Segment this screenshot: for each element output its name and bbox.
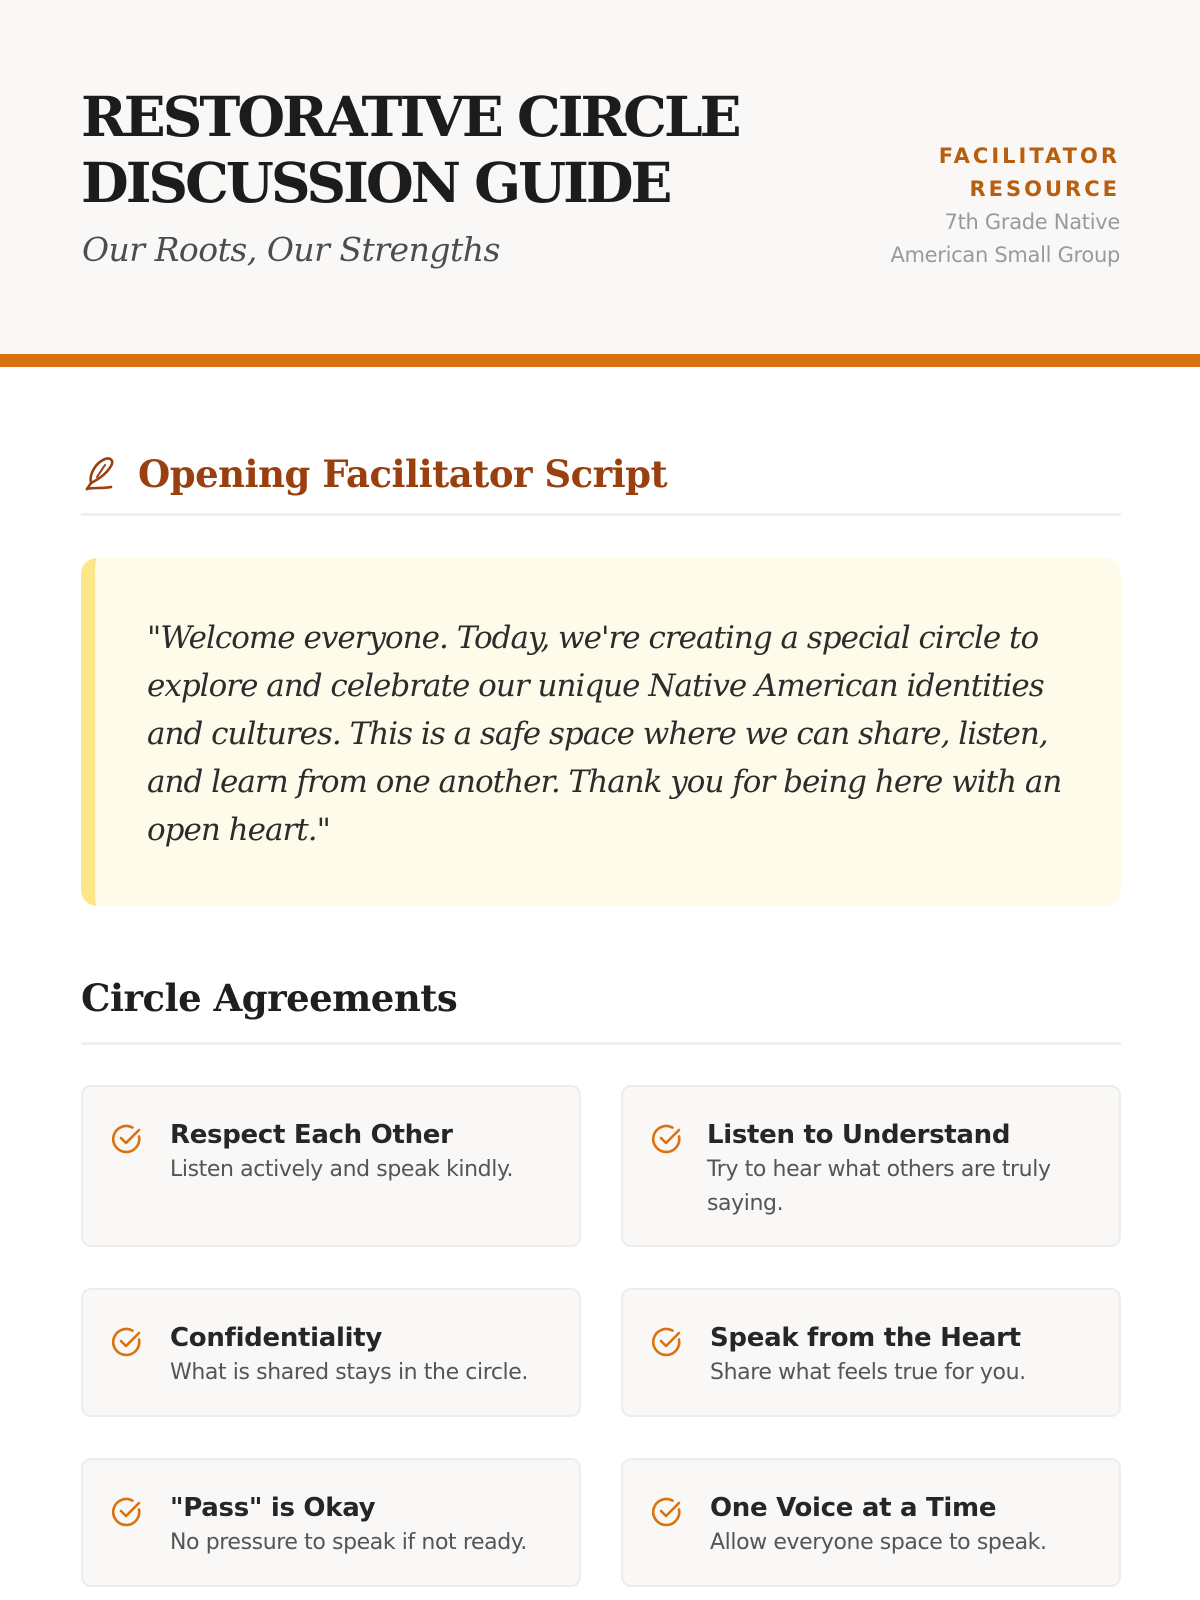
- script-section-title: Opening Facilitator Script: [138, 451, 668, 496]
- agreement-description: Share what feels true for you.: [710, 1360, 1026, 1385]
- page-subtitle: Our Roots, Our Strengths: [82, 230, 500, 269]
- agreement-title: Listen to Understand: [707, 1120, 1011, 1150]
- page-title: RESTORATIVE CIRCLE DISCUSSION GUIDE: [81, 84, 739, 215]
- agreements-section-header: [81, 966, 1121, 1045]
- agreement-description: Try to hear what others are truly saying.: [707, 1157, 1051, 1216]
- check-circle-icon: [110, 1122, 144, 1156]
- agreement-card: [81, 1458, 581, 1587]
- agreement-card: [621, 1458, 1121, 1587]
- script-text: "Welcome everyone. Today, we're creating a special circle to explore and celebrate our unique Native American identities and cultures. This is a safe space where we can share, listen, and learn from one another. Thank you for being here with an open heart.": [147, 620, 1062, 848]
- check-circle-icon: [650, 1325, 684, 1359]
- agreement-description: What is shared stays in the circle.: [170, 1360, 529, 1385]
- quill-pen-icon: [81, 453, 117, 493]
- agreement-card: [81, 1288, 581, 1417]
- agreement-description: Allow everyone space to speak.: [710, 1530, 1047, 1555]
- page-header: [0, 0, 1200, 354]
- agreement-title: Respect Each Other: [170, 1120, 453, 1150]
- header-divider: [0, 354, 1200, 367]
- header-meta: [820, 140, 1120, 272]
- script-section-header: [81, 440, 1121, 516]
- agreement-title: "Pass" is Okay: [170, 1493, 376, 1523]
- agreement-title: Speak from the Heart: [710, 1323, 1021, 1353]
- check-circle-icon: [650, 1495, 684, 1529]
- agreement-title: One Voice at a Time: [710, 1493, 997, 1523]
- agreement-card: [81, 1085, 581, 1247]
- agreement-title: Confidentiality: [170, 1323, 383, 1353]
- check-circle-icon: [650, 1122, 684, 1156]
- agreement-card: [621, 1288, 1121, 1417]
- check-circle-icon: [110, 1325, 144, 1359]
- audience-text: 7th Grade Native American Small Group: [890, 210, 1120, 267]
- agreement-description: No pressure to speak if not ready.: [170, 1530, 527, 1555]
- check-circle-icon: [110, 1495, 144, 1529]
- agreement-card: [621, 1085, 1121, 1247]
- resource-label: FACILITATOR RESOURCE: [938, 144, 1120, 201]
- script-quote-box: [81, 558, 1121, 906]
- agreement-description: Listen actively and speak kindly.: [170, 1157, 514, 1182]
- agreements-section-title: Circle Agreements: [81, 976, 458, 1020]
